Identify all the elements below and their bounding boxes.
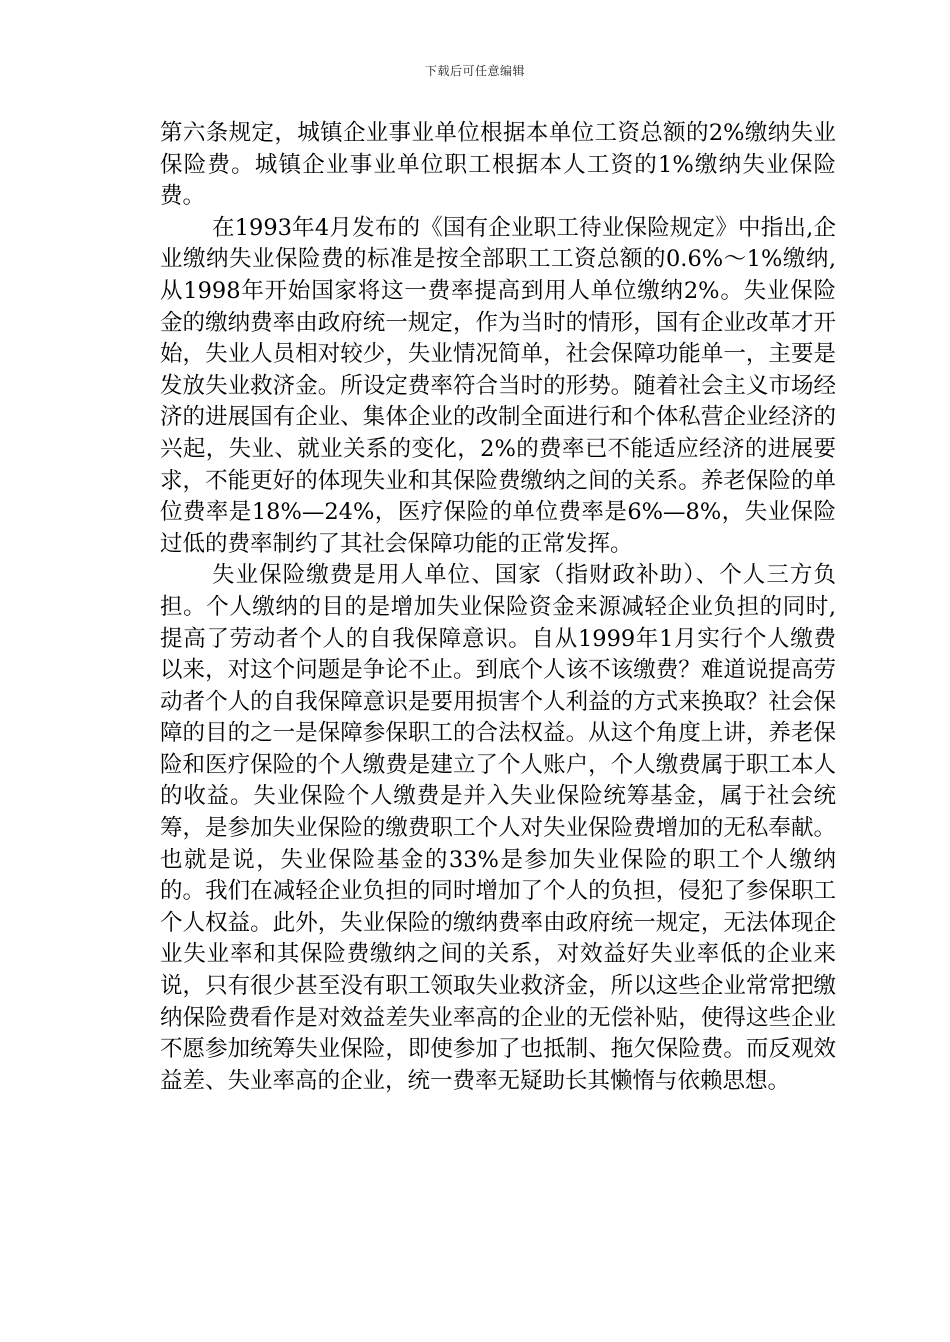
- document-body: [160, 118, 836, 1097]
- paragraph-1: 第六条规定，城镇企业事业单位根据本单位工资总额的2%缴纳失业保险费。城镇企业事业单位职工根据本人工资的1%缴纳失业保险费。: [160, 120, 836, 210]
- paragraph-3: 失业保险缴费是用人单位、国家（指财政补助）、个人三方负担。个人缴纳的目的是增加失业保险资金来源减轻企业负担的同时,提高了劳动者个人的自我保障意识。自从1999年1月实行个人缴费以来，对这个问题是争论不止。到底个人该不该缴费？难道说提高劳动者个人的自我保障意识是要用损害个人利益的方式来换取？社会保障的目的之一是保障参保职工的合法权益。从这个角度上讲，养老保险和医疗保险的个人缴费是建立了个人账户，个人缴费属于职工本人的收益。失业保险个人缴费是并入失业保险统筹基金，属于社会统筹，是参加失业保险的缴费职工个人对失业保险费增加的无私奉献。也就是说，失业保险基金的33%是参加失业保险的职工个人缴纳的。我们在减轻企业负担的同时增加了个人的负担，侵犯了参保职工个人权益。此外，失业保险的缴纳费率由政府统一规定，无法体现企业失业率和其保险费缴纳之间的关系，对效益好失业率低的企业来说，只有很少甚至没有职工领取失业救济金，所以这些企业常常把缴纳保险费看作是对效益差失业率高的企业的无偿补贴，使得这些企业不愿参加统筹失业保险，即使参加了也抵制、拖欠保险费。而反观效益差、失业率高的企业，统一费率无疑助长其懒惰与依赖思想。: [160, 562, 836, 1094]
- paragraph-2: 在1993年4月发布的《国有企业职工待业保险规定》中指出,企业缴纳失业保险费的标准是按全部职工工资总额的0.6%～1%缴纳,从1998年开始国家将这一费率提高到用人单位缴纳2%。失业保险金的缴纳费率由政府统一规定，作为当时的情形，国有企业改革才开始，失业人员相对较少，失业情况简单，社会保障功能单一，主要是发放失业救济金。所设定费率符合当时的形势。随着社会主义市场经济的进展国有企业、集体企业的改制全面进行和个体私营企业经济的兴起，失业、就业关系的变化，2%的费率已不能适应经济的进展要求，不能更好的体现失业和其保险费缴纳之间的关系。养老保险的单位费率是18%—24%，医疗保险的单位费率是6%—8%，失业保险过低的费率制约了其社会保障功能的正常发挥。: [160, 214, 836, 557]
- page-header: 下载后可任意编辑: [424, 64, 525, 78]
